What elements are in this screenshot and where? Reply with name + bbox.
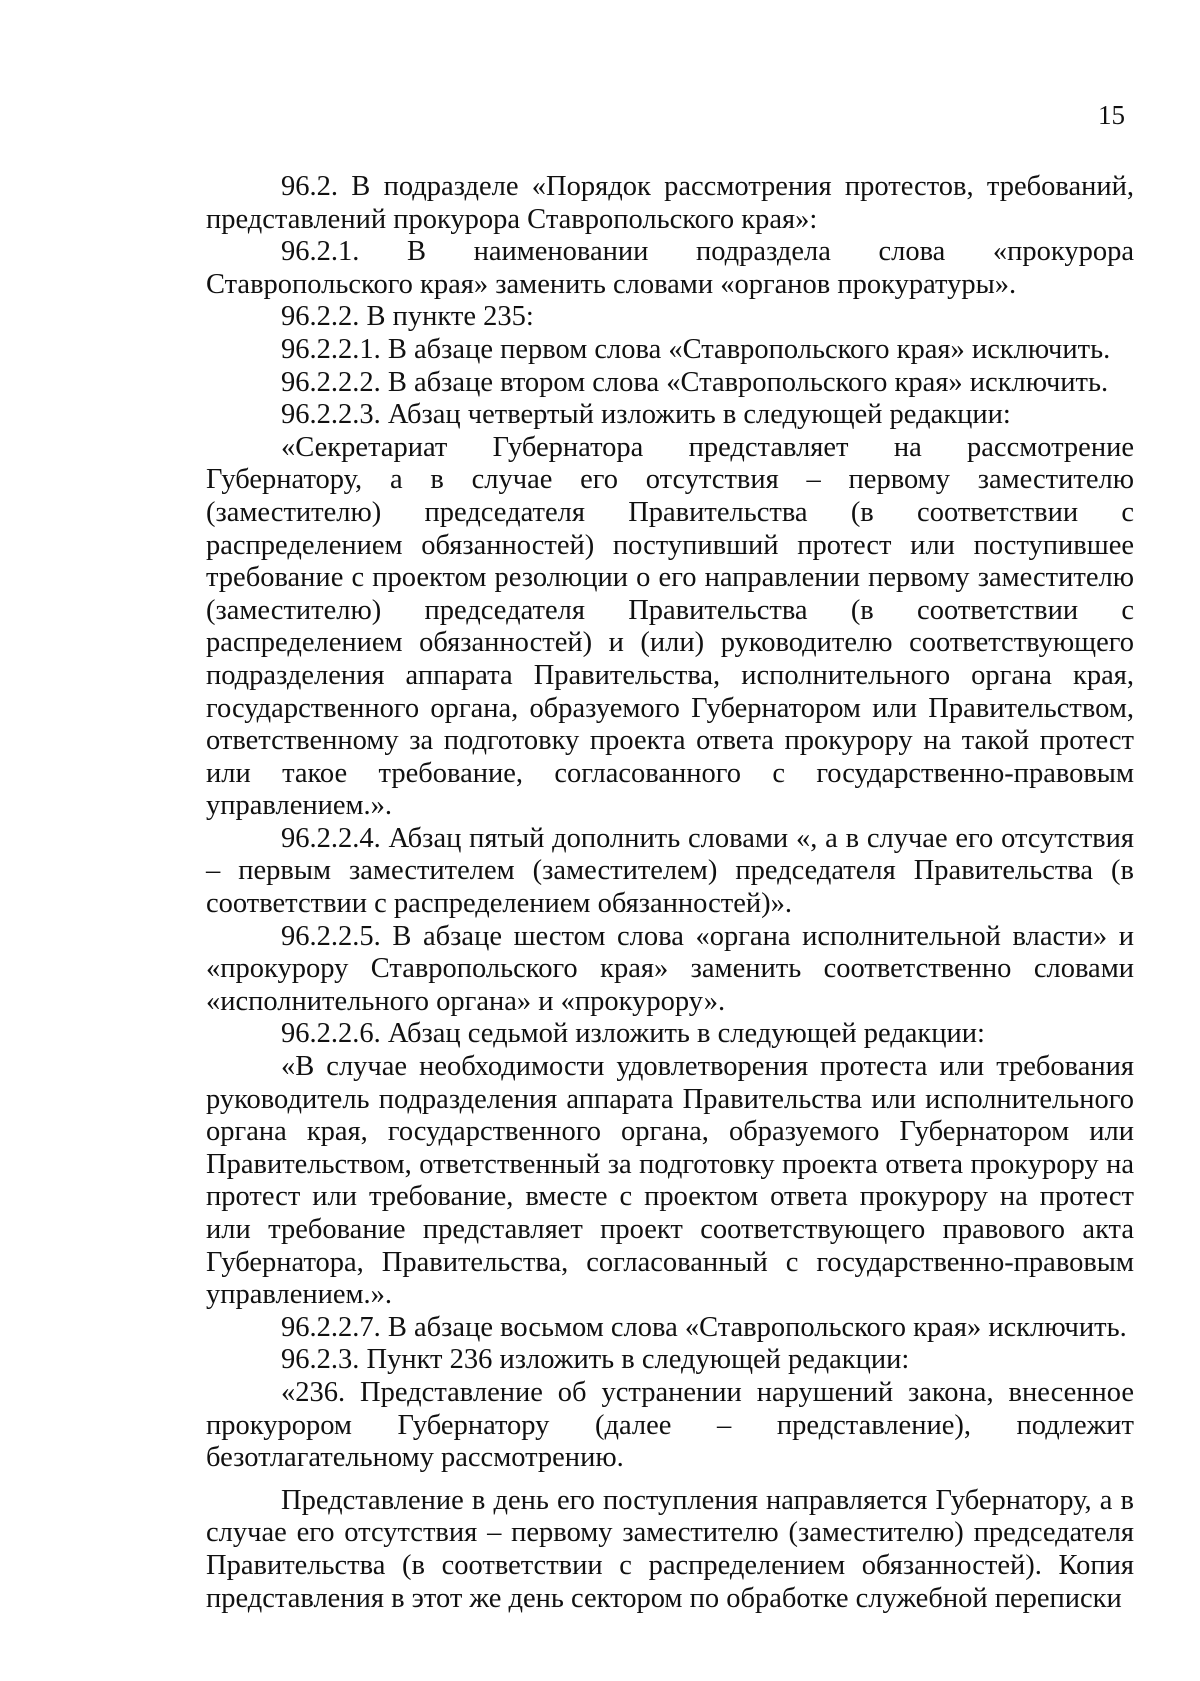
paragraph-96-2: 96.2. В подразделе «Порядок рассмотрения протестов, требований, представлений прокурора Ставропольского края»: <box>206 171 1134 235</box>
paragraph-96-2-2-3: 96.2.2.3. Абзац четвертый изложить в следующей редакции: <box>281 399 1011 431</box>
paragraph-96-2-3: 96.2.3. Пункт 236 изложить в следующей редакции: <box>281 1344 910 1376</box>
paragraph-96-2-1: 96.2.1. В наименовании подраздела слова «прокурора Ставропольского края» заменить словами «органов прокуратуры». <box>206 236 1134 300</box>
paragraph-96-2-2-4: 96.2.2.4. Абзац пятый дополнить словами «, а в случае его отсутствия – первым заместителем (заместителем) председателя Правительства (в соответствии с распределением обязанностей)». <box>206 822 1134 920</box>
paragraph-96-2-2-6: 96.2.2.6. Абзац седьмой изложить в следующей редакции: <box>281 1018 985 1050</box>
paragraph-96-2-2-7: 96.2.2.7. В абзаце восьмом слова «Ставропольского края» исключить. <box>281 1311 1127 1343</box>
paragraph-submission: Представление в день его поступления направляется Губернатору, а в случае его отсутствия – первому заместителю (заместителю) председателя Правительства (в соответствии с распределением обязанностей). Копия представления в этот же день сектором по обработке служебной переписки <box>206 1484 1134 1614</box>
paragraph-96-2-2: 96.2.2. В пункте 235: <box>281 301 534 333</box>
quoted-paragraph-satisfaction: «В случае необходимости удовлетворения протеста или требования руководитель подразделения аппарата Правительства или исполнительного органа края, государственного органа, образуемого Губернатором или Правительством, ответственный за подготовку проекта ответа прокурору на протест или требование, вместе с проектом ответа прокурору на протест или требование представляет проект соответствующего правового акта Губернатора, Правительства, согласованный с государственно-правовым управлением.». <box>206 1051 1134 1311</box>
paragraph-96-2-2-2: 96.2.2.2. В абзаце втором слова «Ставропольского края» исключить. <box>281 366 1109 398</box>
paragraph-96-2-2-1: 96.2.2.1. В абзаце первом слова «Ставропольского края» исключить. <box>281 333 1111 365</box>
page-number: 15 <box>1098 100 1125 130</box>
quoted-paragraph-236: «236. Представление об устранении нарушений закона, внесенное прокурором Губернатору (далее – представление), подлежит безотлагательному рассмотрению. <box>206 1376 1134 1474</box>
paragraph-96-2-2-5: 96.2.2.5. В абзаце шестом слова «органа исполнительной власти» и «прокурору Ставропольского края» заменить соответственно словами «исполнительного органа» и «прокурору». <box>206 920 1134 1017</box>
quoted-paragraph-secretariat: «Секретариат Губернатора представляет на рассмотрение Губернатору, а в случае его отсутствия – первому заместителю (заместителю) председателя Правительства (в соответствии с распределением обязанностей) поступивший протест или поступившее требование с проектом резолюции о его направлении первому заместителю (заместителю) председателя Правительства (в соответствии с распределением обязанностей) и (или) руководителю соответствующего подразделения аппарата Правительства, исполнительного органа края, государственного органа, образуемого Губернатором или Правительством, ответственному за подготовку проекта ответа прокурору на такой протест или такое требование, согласованного с государственно-правовым управлением.». <box>206 431 1134 822</box>
document-body <box>206 171 1134 1615</box>
